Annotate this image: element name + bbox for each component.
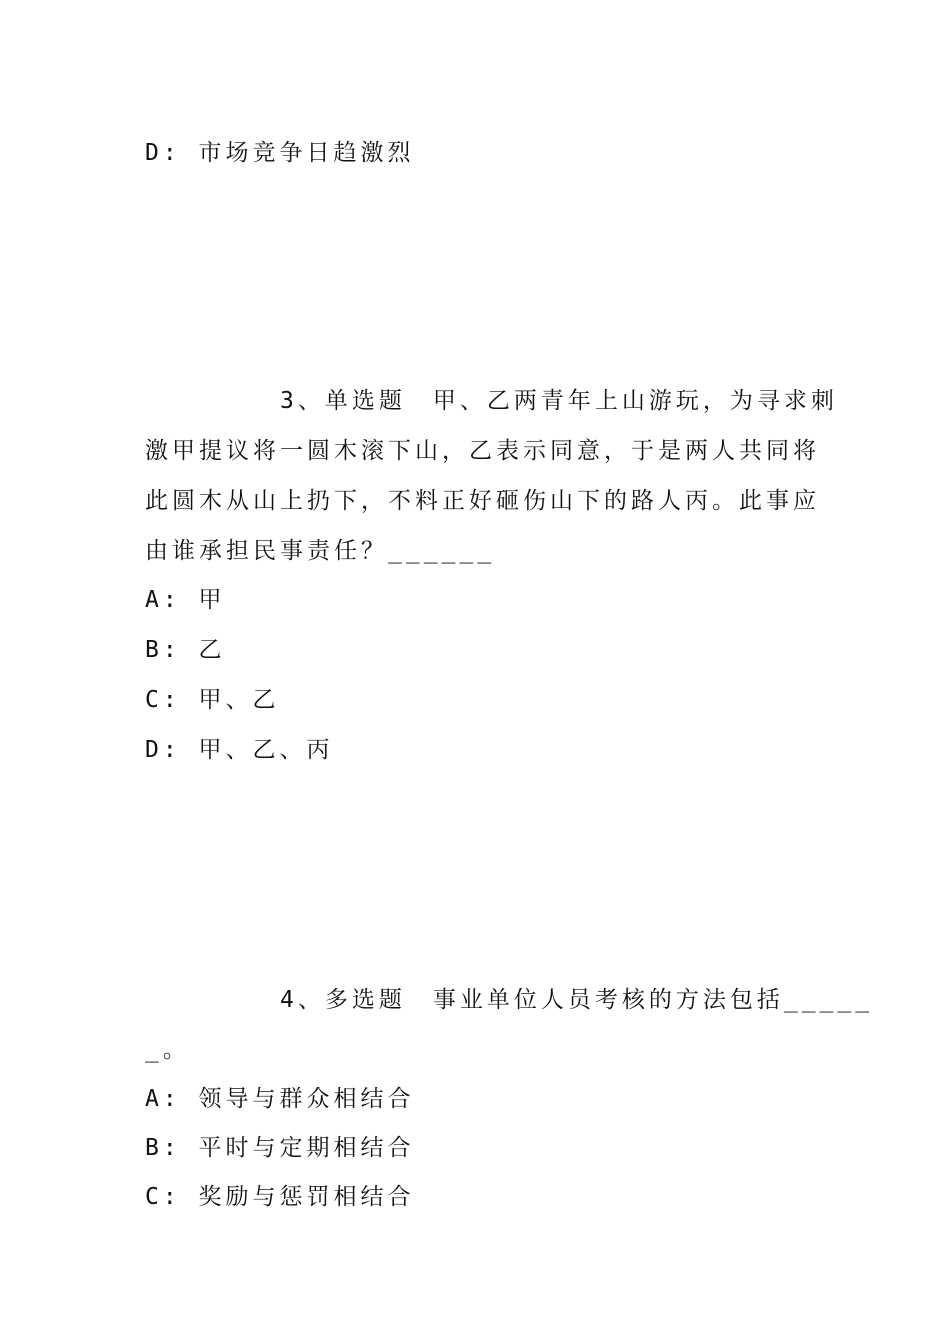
q3-option-b: B: 乙 (145, 637, 226, 663)
q3-stem-line-3: 此圆木从山上扔下，不料正好砸伤山下的路人丙。此事应 (145, 488, 820, 514)
q3-option-d: D: 甲、乙、丙 (145, 737, 334, 763)
q4-stem-line-2: _。 (145, 1037, 190, 1063)
q3-stem-line-4: 由谁承担民事责任？______ (145, 538, 496, 564)
q4-option-b: B: 平时与定期相结合 (145, 1135, 415, 1161)
q4-stem-line-1: 4、多选题 事业单位人员考核的方法包括_____ (280, 987, 874, 1013)
q3-option-a: A: 甲 (145, 587, 226, 613)
q2-option-d: D: 市场竞争日趋激烈 (145, 140, 415, 166)
q4-option-a: A: 领导与群众相结合 (145, 1086, 415, 1112)
q3-stem-line-2: 激甲提议将一圆木滚下山，乙表示同意，于是两人共同将 (145, 438, 820, 464)
q4-option-c: C: 奖励与惩罚相结合 (145, 1184, 415, 1210)
q3-stem-line-1: 3、单选题 甲、乙两青年上山游玩，为寻求刺 (280, 388, 838, 414)
q3-option-c: C: 甲、乙 (145, 687, 280, 713)
